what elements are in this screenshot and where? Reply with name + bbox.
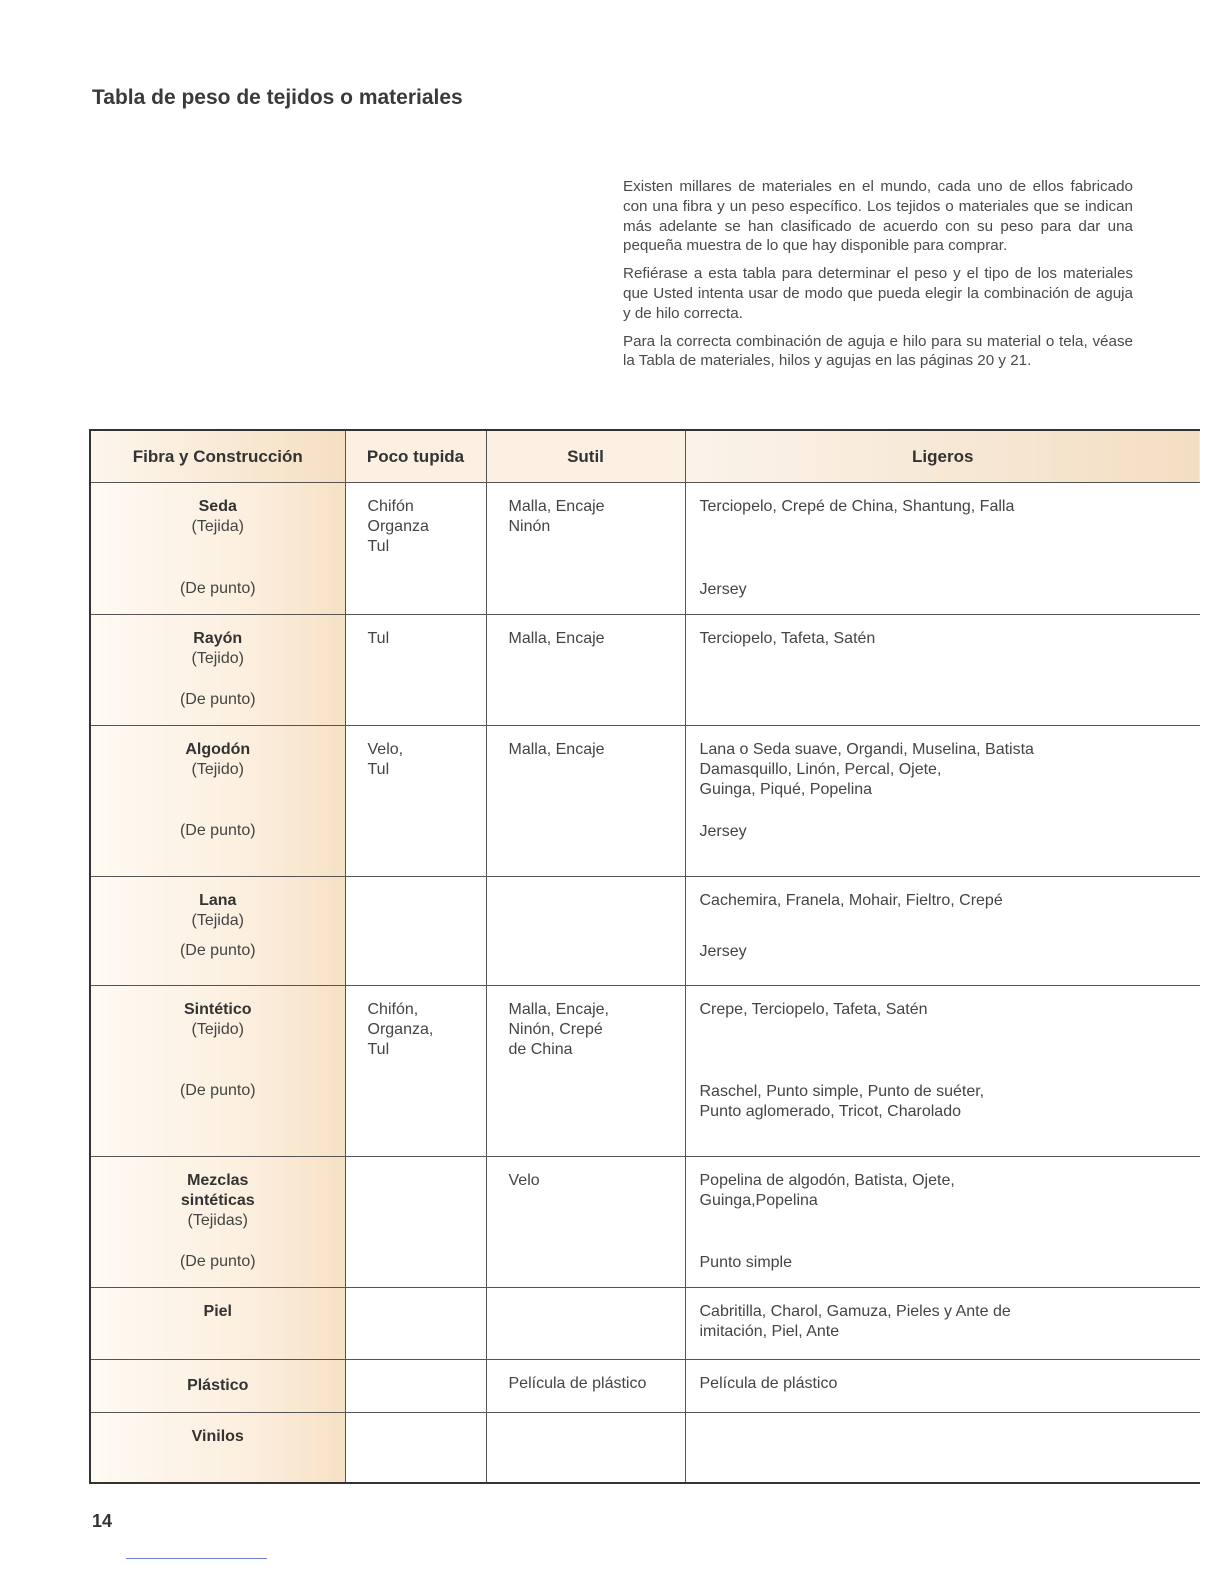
poco-text: Chifón Organza Tul [367, 498, 429, 555]
poco-tupida-cell [345, 1288, 486, 1360]
ligeros-text: Cabritilla, Charol, Gamuza, Pieles y Ante de imitación, Piel, Ante [699, 1303, 1011, 1340]
fibra-cell [90, 1413, 345, 1484]
poco-tupida-cell [345, 1413, 486, 1484]
header-fibra: Fibra y Construcción [90, 430, 345, 483]
ligeros-text: Película de plástico [699, 1375, 838, 1392]
table-row [90, 1288, 1200, 1360]
poco-tupida-cell [345, 483, 486, 615]
fibra-top [91, 1427, 345, 1447]
fabric-weight-table [89, 429, 1200, 1484]
table-row [90, 986, 1200, 1157]
sutil-cell [486, 1360, 685, 1413]
fibra-name: Seda [198, 498, 237, 515]
fibra-top [91, 497, 345, 537]
table-row [90, 877, 1200, 986]
fibra-tejido: (Tejido) [191, 1021, 244, 1038]
sutil-cell [486, 1157, 685, 1288]
poco-tupida-cell [345, 1157, 486, 1288]
ligeros-text: Terciopelo, Tafeta, Satén [699, 630, 876, 647]
poco-text: Chifón, Organza, Tul [367, 1001, 434, 1058]
ligeros-punto-text: Jersey [699, 823, 747, 840]
fibra-punto: (De punto) [179, 1082, 256, 1099]
sutil-cell [486, 483, 685, 615]
fibra-cell [90, 1288, 345, 1360]
fibra-cell [90, 1360, 345, 1413]
intro-paragraph: Refiérase a esta tabla para determinar el peso y el tipo de los materiales que Usted intenta usar de modo que pueda elegir la combinación de aguja y de hilo correcta. [623, 265, 1133, 322]
fibra-punto: (De punto) [179, 691, 256, 708]
fibra-name: Rayón [193, 630, 243, 647]
poco-text: Velo, Tul [367, 741, 404, 778]
sutil-cell [486, 1288, 685, 1360]
fibra-tejido: (Tejidas) [187, 1212, 248, 1229]
ligeros-text: Terciopelo, Crepé de China, Shantung, Falla [699, 498, 1015, 515]
table-row [90, 1413, 1200, 1484]
fibra-name: Plástico [187, 1377, 249, 1394]
sutil-text: Malla, Encaje [508, 630, 605, 647]
ligeros-cell [685, 877, 1200, 986]
ligeros-text: Crepe, Terciopelo, Tafeta, Satén [699, 1001, 928, 1018]
fibra-punto: (De punto) [179, 822, 256, 839]
fibra-punto: (De punto) [179, 580, 256, 597]
fibra-name: Piel [203, 1303, 232, 1320]
sutil-text: Película de plástico [508, 1375, 647, 1392]
sutil-text: Velo [508, 1172, 540, 1189]
fibra-top [91, 629, 345, 669]
ligeros-cell [685, 483, 1200, 615]
table-row [90, 1157, 1200, 1288]
fibra-tejido: (Tejida) [191, 912, 244, 929]
ligeros-cell [685, 1288, 1200, 1360]
header-poco-tupida: Poco tupida [345, 430, 486, 483]
ligeros-punto-text: Punto simple [699, 1254, 792, 1271]
poco-tupida-cell [345, 877, 486, 986]
fibra-tejido: (Tejido) [191, 761, 244, 778]
intro-text [623, 177, 1133, 379]
fibra-name: Lana [199, 892, 237, 909]
table-header-row [90, 430, 1200, 483]
fibra-top [91, 740, 345, 780]
fibra-top [91, 1302, 345, 1322]
fibra-top [91, 1171, 345, 1231]
fibra-punto: (De punto) [179, 942, 256, 959]
ligeros-text: Popelina de algodón, Batista, Ojete, Guinga,Popelina [699, 1172, 955, 1209]
table-row [90, 483, 1200, 615]
table-row [90, 726, 1200, 877]
ligeros-punto-text: Raschel, Punto simple, Punto de suéter, Punto aglomerado, Tricot, Charolado [699, 1083, 985, 1120]
ligeros-punto-text: Jersey [699, 581, 747, 598]
fibra-name: Algodón [185, 741, 251, 758]
ligeros-cell [685, 1360, 1200, 1413]
sutil-cell [486, 877, 685, 986]
table-row [90, 1360, 1200, 1413]
intro-paragraph: Para la correcta combinación de aguja e hilo para su material o tela, véase la Tabla de materiales, hilos y agujas en las páginas 20 y 21. [623, 332, 1133, 370]
fibra-tejido: (Tejido) [191, 650, 244, 667]
table-row [90, 615, 1200, 726]
ligeros-cell [685, 726, 1200, 877]
ligeros-text: Cachemira, Franela, Mohair, Fieltro, Crepé [699, 892, 1003, 909]
fibra-top [91, 1376, 345, 1396]
fibra-cell [90, 483, 345, 615]
page-title: Tabla de peso de tejidos o materiales [92, 86, 463, 109]
header-sutil: Sutil [486, 430, 685, 483]
footer-line [126, 1558, 267, 1559]
ligeros-cell [685, 615, 1200, 726]
ligeros-cell [685, 986, 1200, 1157]
fibra-top [91, 891, 345, 931]
fibra-cell [90, 726, 345, 877]
poco-tupida-cell [345, 726, 486, 877]
fibra-top [91, 1000, 345, 1040]
fibra-punto: (De punto) [179, 1253, 256, 1270]
sutil-text: Malla, Encaje Ninón [508, 498, 605, 535]
page-number: 14 [92, 1511, 113, 1531]
fibra-tejido: (Tejida) [191, 518, 244, 535]
sutil-text: Malla, Encaje [508, 741, 605, 758]
poco-tupida-cell [345, 615, 486, 726]
sutil-text: Malla, Encaje, Ninón, Crepé de China [508, 1001, 609, 1058]
ligeros-punto-text: Jersey [699, 943, 747, 960]
sutil-cell [486, 615, 685, 726]
ligeros-text: Lana o Seda suave, Organdi, Muselina, Batista Damasquillo, Linón, Percal, Ojete, Guinga, Piqué, Popelina [699, 741, 1034, 798]
poco-tupida-cell [345, 1360, 486, 1413]
fibra-name: Vinilos [191, 1428, 244, 1445]
fibra-name: Mezclas sintéticas [180, 1172, 255, 1209]
sutil-cell [486, 986, 685, 1157]
fibra-cell [90, 877, 345, 986]
fibra-cell [90, 986, 345, 1157]
poco-text: Tul [367, 630, 390, 647]
sutil-cell [486, 726, 685, 877]
fibra-name: Sintético [183, 1001, 252, 1018]
ligeros-cell [685, 1413, 1200, 1484]
sutil-cell [486, 1413, 685, 1484]
fibra-cell [90, 1157, 345, 1288]
header-ligeros: Ligeros [685, 430, 1200, 483]
fibra-cell [90, 615, 345, 726]
ligeros-cell [685, 1157, 1200, 1288]
intro-paragraph: Existen millares de materiales en el mundo, cada uno de ellos fabricado con una fibra y un peso específico. Los tejidos o materiales que se indican más adelante se han clasificado de acuerdo con su peso para dar una pequeña muestra de lo que hay disponible para comprar. [623, 178, 1133, 255]
poco-tupida-cell [345, 986, 486, 1157]
